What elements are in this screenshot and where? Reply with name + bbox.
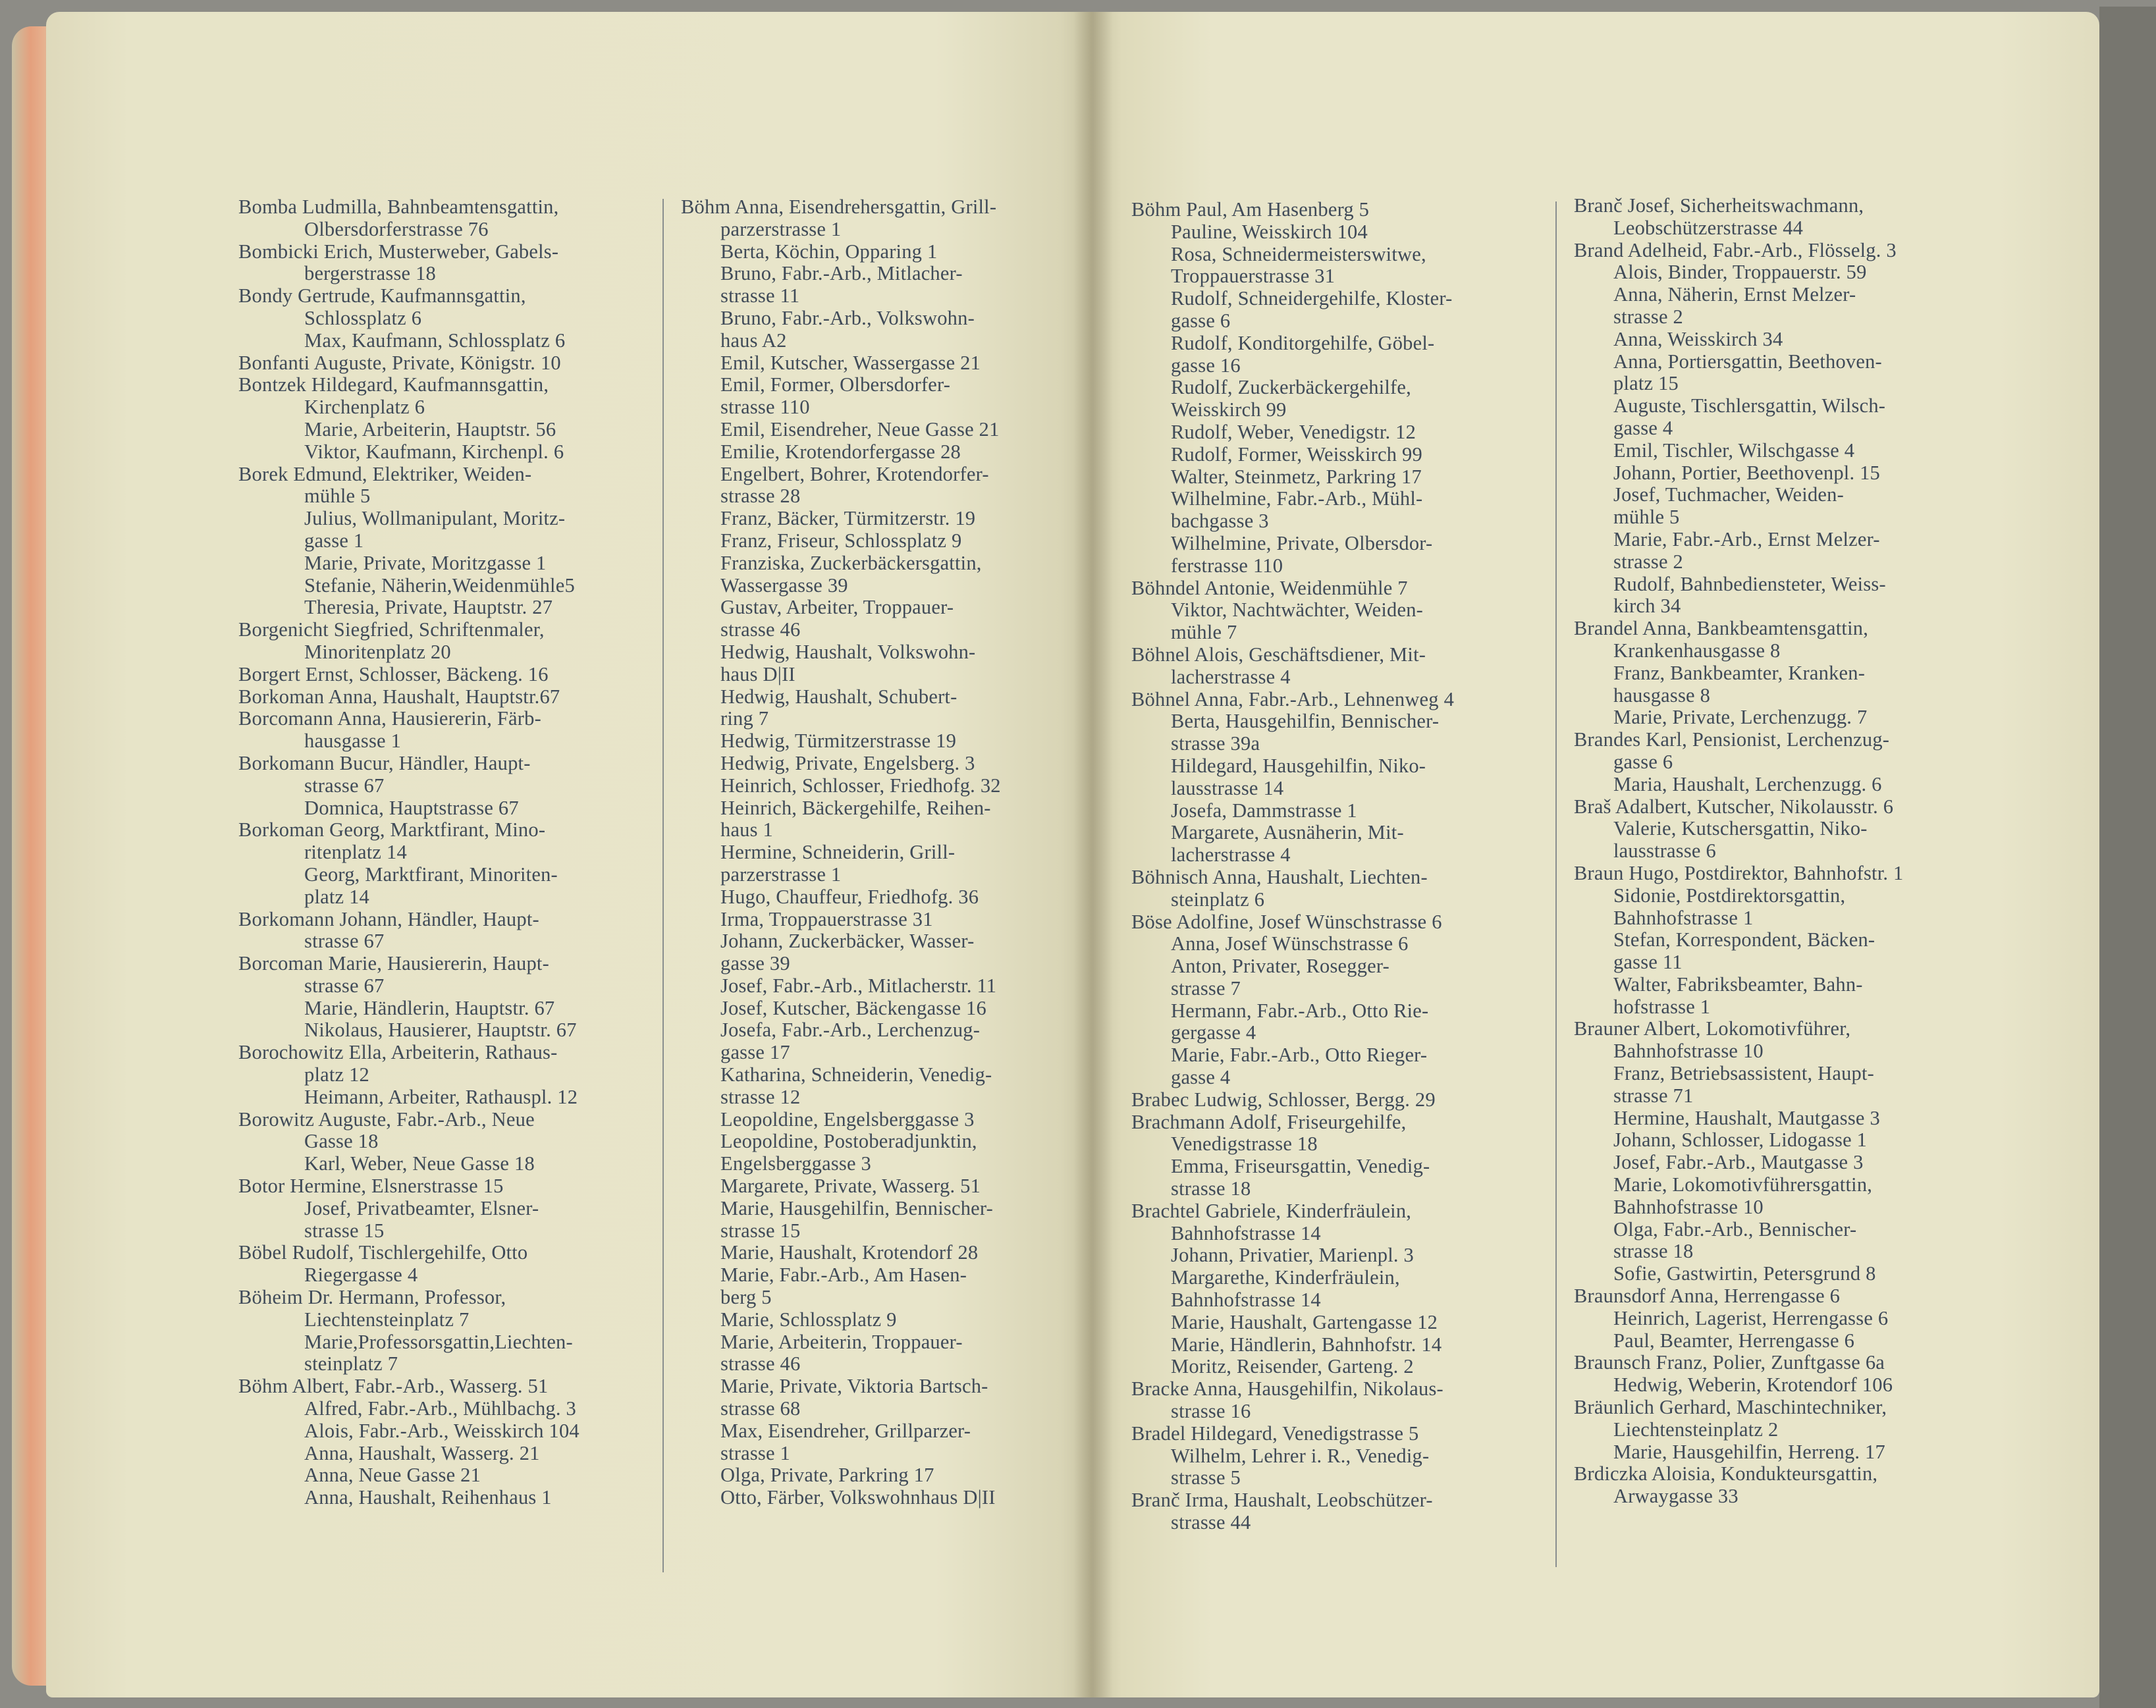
directory-entry-line: gasse 6 xyxy=(1171,309,1231,332)
directory-entry-line: Nikolaus, Hausierer, Hauptstr. 67 xyxy=(304,1019,577,1042)
directory-entry-line: Marie, Haushalt, Krotendorf 28 xyxy=(720,1242,979,1264)
directory-entry-head: Brand Adelheid, Fabr.-Arb., Flösselg. 3 xyxy=(1574,239,1897,261)
directory-entry-line: Bahnhofstrasse 14 xyxy=(1171,1289,1321,1312)
directory-entry-line: ring 7 xyxy=(720,708,769,730)
directory-entry-line: Liechtensteinplatz 2 xyxy=(1613,1418,1779,1441)
directory-entry-head: Braš Adalbert, Kutscher, Nikolausstr. 6 xyxy=(1574,795,1894,818)
directory-entry-head: Brachtel Gabriele, Kinderfräulein, xyxy=(1131,1200,1412,1222)
directory-entry-line: Hedwig, Weberin, Krotendorf 106 xyxy=(1613,1374,1893,1397)
directory-entry-line: strasse 2 xyxy=(1613,550,1683,573)
directory-entry-line: Josef, Fabr.-Arb., Mautgasse 3 xyxy=(1613,1152,1864,1174)
directory-entry-line: Alois, Binder, Troppauerstr. 59 xyxy=(1613,261,1867,284)
directory-entry-line: Emil, Eisendreher, Neue Gasse 21 xyxy=(720,418,1000,440)
directory-entry-line: haus 1 xyxy=(720,819,773,841)
directory-entry-head: Bomba Ludmilla, Bahnbeamtensgattin, xyxy=(238,196,559,218)
directory-entry-line: Bruno, Fabr.-Arb., Mitlacher- xyxy=(720,263,963,285)
directory-entry-line: Johann, Schlosser, Lidogasse 1 xyxy=(1613,1129,1868,1152)
directory-entry-line: Josef, Tuchmacher, Weiden- xyxy=(1613,484,1844,506)
directory-entry-line: strasse 16 xyxy=(1171,1401,1251,1423)
directory-entry-line: mühle 7 xyxy=(1171,622,1237,644)
background-edge xyxy=(2099,7,2156,1708)
directory-entry-line: strasse 110 xyxy=(720,396,810,419)
directory-entry-line: Marie, Arbeiterin, Hauptstr. 56 xyxy=(304,418,556,440)
directory-entry-line: gasse 39 xyxy=(720,953,790,975)
directory-entry-line: Troppauerstrasse 31 xyxy=(1171,265,1335,288)
directory-entry-line: Anna, Weisskirch 34 xyxy=(1613,328,1783,350)
directory-entry-line: strasse 71 xyxy=(1613,1084,1694,1107)
directory-entry-head: Bracke Anna, Hausgehilfin, Nikolaus- xyxy=(1131,1378,1443,1401)
directory-entry-line: Hermine, Haushalt, Mautgasse 3 xyxy=(1613,1107,1880,1129)
directory-entry-line: hausgasse 1 xyxy=(304,730,402,753)
directory-entry-head: Bombicki Erich, Musterweber, Gabels- xyxy=(238,240,559,263)
directory-entry-line: Rudolf, Weber, Venedigstr. 12 xyxy=(1171,421,1416,443)
directory-entry-line: berg 5 xyxy=(720,1287,772,1309)
directory-entry-head: Brandes Karl, Pensionist, Lerchenzug- xyxy=(1574,729,1890,751)
directory-entry-head: Brdiczka Aloisia, Kondukteursgattin, xyxy=(1574,1463,1878,1485)
directory-entry-line: Franz, Bankbeamter, Kranken- xyxy=(1613,662,1866,684)
directory-entry-line: Anna, Neue Gasse 21 xyxy=(304,1464,481,1487)
directory-entry-line: Maria, Haushalt, Lerchenzugg. 6 xyxy=(1613,773,1882,795)
directory-entry-line: Katharina, Schneiderin, Venedig- xyxy=(720,1064,992,1086)
directory-entry-line: hofstrasse 1 xyxy=(1613,996,1711,1018)
directory-entry-line: Leobschützerstrasse 44 xyxy=(1613,217,1804,239)
directory-column-1 xyxy=(238,196,653,1509)
directory-entry-line: Georg, Marktfirant, Minoriten- xyxy=(304,863,558,886)
directory-entry-line: Liechtensteinplatz 7 xyxy=(304,1308,470,1331)
directory-entry-line: Otto, Färber, Volkswohnhaus D|II xyxy=(720,1487,996,1509)
directory-entry-line: Rudolf, Konditorgehilfe, Göbel- xyxy=(1171,332,1435,354)
directory-entry-head: Borkomann Bucur, Händler, Haupt- xyxy=(238,752,531,774)
directory-entry-line: Marie, Hausgehilfin, Bennischer- xyxy=(720,1197,994,1219)
directory-entry-line: Bruno, Fabr.-Arb., Volkswohn- xyxy=(720,307,975,329)
directory-entry-line: Hermine, Schneiderin, Grill- xyxy=(720,841,956,864)
directory-entry-head: Brabec Ludwig, Schlosser, Bergg. 29 xyxy=(1131,1088,1436,1111)
directory-entry-line: Julius, Wollmanipulant, Moritz- xyxy=(304,508,566,530)
directory-entry-line: Theresia, Private, Hauptstr. 27 xyxy=(304,597,553,619)
directory-entry-line: ferstrasse 110 xyxy=(1171,554,1283,577)
directory-entry-line: Anna, Portiersgattin, Beethoven- xyxy=(1613,350,1882,373)
directory-entry-line: Sofie, Gastwirtin, Petersgrund 8 xyxy=(1613,1263,1876,1285)
directory-entry-head: Böhm Paul, Am Hasenberg 5 xyxy=(1131,199,1370,221)
directory-entry-line: Marie, Fabr.-Arb., Otto Rieger- xyxy=(1171,1044,1428,1067)
directory-entry-line: Alois, Fabr.-Arb., Weisskirch 104 xyxy=(304,1420,579,1442)
directory-entry-line: gasse 6 xyxy=(1613,751,1673,773)
directory-entry-line: kirch 34 xyxy=(1613,595,1681,618)
directory-entry-line: Stefanie, Näherin,Weidenmühle5 xyxy=(304,574,575,597)
directory-entry-line: strasse 44 xyxy=(1171,1512,1251,1534)
directory-entry-line: Max, Kaufmann, Schlossplatz 6 xyxy=(304,329,566,352)
directory-entry-line: Valerie, Kutschersgattin, Niko- xyxy=(1613,818,1868,840)
directory-entry-line: Franziska, Zuckerbäckersgattin, xyxy=(720,552,982,574)
directory-entry-line: lacherstrasse 4 xyxy=(1171,666,1291,688)
directory-entry-line: Emma, Friseursgattin, Venedig- xyxy=(1171,1156,1430,1178)
directory-entry-head: Bondy Gertrude, Kaufmannsgattin, xyxy=(238,285,526,307)
directory-entry-line: steinplatz 7 xyxy=(304,1353,398,1375)
directory-entry-line: Margarete, Private, Wasserg. 51 xyxy=(720,1175,981,1198)
directory-entry-line: Paul, Beamter, Herrengasse 6 xyxy=(1613,1329,1855,1352)
directory-entry-line: Berta, Hausgehilfin, Bennischer- xyxy=(1171,710,1440,733)
directory-entry-line: Viktor, Nachtwächter, Weiden- xyxy=(1171,599,1423,622)
directory-entry-line: hausgasse 8 xyxy=(1613,684,1711,707)
directory-entry-line: Viktor, Kaufmann, Kirchenpl. 6 xyxy=(304,440,564,463)
directory-entry-line: Marie,Professorsgattin,Liechten- xyxy=(304,1331,573,1353)
directory-entry-line: parzerstrasse 1 xyxy=(720,863,842,886)
directory-entry-line: gasse 16 xyxy=(1171,354,1241,377)
directory-entry-line: Johann, Privatier, Marienpl. 3 xyxy=(1171,1244,1415,1267)
directory-entry-line: Engelbert, Bohrer, Krotendorfer- xyxy=(720,463,989,485)
directory-entry-line: Alfred, Fabr.-Arb., Mühlbachg. 3 xyxy=(304,1398,576,1420)
directory-entry-head: Borkomann Johann, Händler, Haupt- xyxy=(238,908,539,930)
directory-entry-line: Olga, Fabr.-Arb., Bennischer- xyxy=(1613,1218,1857,1241)
directory-entry-line: Max, Eisendreher, Grillparzer- xyxy=(720,1420,971,1442)
directory-entry-line: Heinrich, Bäckergehilfe, Reihen- xyxy=(720,797,991,819)
directory-entry-line: Josefa, Dammstrasse 1 xyxy=(1171,799,1357,822)
directory-entry-line: steinplatz 6 xyxy=(1171,888,1265,911)
directory-entry-line: mühle 5 xyxy=(1613,506,1680,529)
directory-entry-line: Rudolf, Former, Weisskirch 99 xyxy=(1171,443,1422,466)
directory-entry-line: strasse 15 xyxy=(720,1219,801,1242)
directory-entry-head: Böhm Anna, Eisendrehersgattin, Grill- xyxy=(681,196,997,218)
directory-entry-head: Brandel Anna, Bankbeamtensgattin, xyxy=(1574,618,1869,640)
directory-entry-line: Heimann, Arbeiter, Rathauspl. 12 xyxy=(304,1086,578,1108)
directory-entry-head: Bradel Hildegard, Venedigstrasse 5 xyxy=(1131,1422,1419,1445)
directory-entry-head: Borowitz Auguste, Fabr.-Arb., Neue xyxy=(238,1108,535,1131)
column-divider-left xyxy=(662,199,664,1572)
directory-entry-line: Sidonie, Postdirektorsgattin, xyxy=(1613,884,1846,907)
directory-entry-line: Arwaygasse 33 xyxy=(1613,1485,1738,1508)
directory-entry-line: strasse 67 xyxy=(304,930,385,953)
directory-entry-line: strasse 46 xyxy=(720,619,801,641)
directory-entry-line: Walter, Steinmetz, Parkring 17 xyxy=(1171,466,1422,488)
directory-entry-line: Hedwig, Haushalt, Volkswohn- xyxy=(720,641,976,663)
directory-entry-line: Auguste, Tischlersgattin, Wilsch- xyxy=(1613,395,1886,417)
directory-entry-line: Olbersdorferstrasse 76 xyxy=(304,218,489,240)
directory-entry-head: Borgert Ernst, Schlosser, Bäckeng. 16 xyxy=(238,663,549,685)
directory-entry-line: Kirchenplatz 6 xyxy=(304,396,425,419)
directory-entry-line: Franz, Friseur, Schlossplatz 9 xyxy=(720,529,962,552)
directory-entry-line: Margarete, Ausnäherin, Mit- xyxy=(1171,822,1404,844)
directory-entry-line: strasse 67 xyxy=(304,774,385,797)
directory-entry-line: strasse 12 xyxy=(720,1086,801,1108)
directory-entry-head: Bontzek Hildegard, Kaufmannsgattin, xyxy=(238,374,549,396)
directory-entry-line: Wilhelmine, Private, Olbersdor- xyxy=(1171,532,1433,554)
directory-entry-head: Böhndel Antonie, Weidenmühle 7 xyxy=(1131,577,1408,599)
directory-entry-head: Branč Josef, Sicherheitswachmann, xyxy=(1574,195,1864,217)
directory-column-2 xyxy=(681,196,1097,1509)
directory-column-4 xyxy=(1574,195,2008,1508)
directory-entry-line: Pauline, Weisskirch 104 xyxy=(1171,221,1368,243)
directory-entry-head: Böse Adolfine, Josef Wünschstrasse 6 xyxy=(1131,911,1442,933)
directory-entry-head: Borkoman Georg, Marktfirant, Mino- xyxy=(238,819,546,841)
directory-entry-line: Anna, Haushalt, Reihenhaus 1 xyxy=(304,1487,552,1509)
directory-entry-head: Braunsdorf Anna, Herrengasse 6 xyxy=(1574,1285,1841,1308)
directory-entry-line: Marie, Private, Viktoria Bartsch- xyxy=(720,1375,988,1398)
directory-entry-head: Böbel Rudolf, Tischlergehilfe, Otto xyxy=(238,1242,528,1264)
directory-entry-line: Margarethe, Kinderfräulein, xyxy=(1171,1267,1400,1289)
directory-entry-line: gasse 4 xyxy=(1171,1067,1231,1089)
directory-entry-line: Venedigstrasse 18 xyxy=(1171,1133,1318,1156)
directory-entry-head: Branč Irma, Haushalt, Leobschützer- xyxy=(1131,1489,1433,1512)
directory-entry-line: strasse 39a xyxy=(1171,733,1260,755)
directory-entry-line: Hedwig, Private, Engelsberg. 3 xyxy=(720,752,975,774)
directory-entry-line: gasse 4 xyxy=(1613,417,1673,439)
directory-entry-line: Bahnhofstrasse 1 xyxy=(1613,907,1754,929)
directory-entry-line: Hermann, Fabr.-Arb., Otto Rie- xyxy=(1171,1000,1429,1022)
directory-entry-line: Domnica, Hauptstrasse 67 xyxy=(304,797,519,819)
directory-entry-line: Johann, Zuckerbäcker, Wasser- xyxy=(720,930,975,953)
directory-entry-head: Böhnisch Anna, Haushalt, Liechten- xyxy=(1131,866,1428,888)
directory-entry-line: lausstrasse 6 xyxy=(1613,840,1716,863)
directory-entry-head: Borek Edmund, Elektriker, Weiden- xyxy=(238,463,532,485)
directory-entry-line: Marie, Private, Moritzgasse 1 xyxy=(304,552,547,574)
directory-entry-line: Marie, Hausgehilfin, Herreng. 17 xyxy=(1613,1441,1885,1463)
directory-entry-line: strasse 28 xyxy=(720,485,801,508)
directory-entry-line: Moritz, Reisender, Garteng. 2 xyxy=(1171,1356,1414,1378)
directory-entry-line: Josef, Kutscher, Bäckengasse 16 xyxy=(720,997,986,1019)
directory-entry-line: strasse 15 xyxy=(304,1219,385,1242)
directory-entry-line: Berta, Köchin, Opparing 1 xyxy=(720,240,938,263)
directory-entry-line: strasse 11 xyxy=(720,285,800,307)
directory-entry-line: Hugo, Chauffeur, Friedhofg. 36 xyxy=(720,886,979,908)
directory-entry-line: Anton, Privater, Rosegger- xyxy=(1171,955,1390,978)
directory-entry-line: Anna, Näherin, Ernst Melzer- xyxy=(1613,284,1856,306)
directory-entry-line: lacherstrasse 4 xyxy=(1171,844,1291,867)
directory-entry-line: Schlossplatz 6 xyxy=(304,307,422,329)
directory-entry-line: Heinrich, Lagerist, Herrengasse 6 xyxy=(1613,1307,1889,1329)
directory-entry-line: strasse 1 xyxy=(720,1442,790,1464)
directory-entry-line: Walter, Fabriksbeamter, Bahn- xyxy=(1613,973,1863,996)
directory-entry-line: Emilie, Krotendorfergasse 28 xyxy=(720,440,961,463)
directory-entry-line: Marie, Händlerin, Hauptstr. 67 xyxy=(304,997,555,1019)
directory-entry-head: Borochowitz Ella, Arbeiterin, Rathaus- xyxy=(238,1042,558,1064)
directory-entry-line: Heinrich, Schlosser, Friedhofg. 32 xyxy=(720,774,1001,797)
directory-entry-head: Böheim Dr. Hermann, Professor, xyxy=(238,1287,506,1309)
directory-entry-line: Marie, Arbeiterin, Troppauer- xyxy=(720,1331,963,1353)
directory-entry-line: Wilhelm, Lehrer i. R., Venedig- xyxy=(1171,1445,1430,1467)
directory-entry-line: platz 15 xyxy=(1613,373,1679,395)
directory-entry-line: Marie, Lokomotivführersgattin, xyxy=(1613,1174,1873,1196)
directory-entry-line: Anna, Josef Wünschstrasse 6 xyxy=(1171,933,1409,955)
directory-entry-line: platz 12 xyxy=(304,1064,369,1086)
directory-entry-head: Borcoman Marie, Hausiererin, Haupt- xyxy=(238,953,549,975)
directory-entry-line: strasse 2 xyxy=(1613,306,1683,328)
directory-entry-line: Hildegard, Hausgehilfin, Niko- xyxy=(1171,755,1426,777)
directory-entry-head: Bonfanti Auguste, Private, Königstr. 10 xyxy=(238,352,561,374)
directory-entry-line: Josef, Fabr.-Arb., Mitlacherstr. 11 xyxy=(720,974,997,997)
directory-column-3 xyxy=(1131,199,1553,1534)
directory-entry-line: strasse 18 xyxy=(1171,1178,1251,1200)
directory-entry-line: Olga, Private, Parkring 17 xyxy=(720,1464,934,1487)
directory-entry-line: Leopoldine, Engelsberggasse 3 xyxy=(720,1108,975,1131)
directory-entry-line: platz 14 xyxy=(304,886,369,908)
directory-entry-line: strasse 7 xyxy=(1171,977,1241,1000)
directory-entry-line: Johann, Portier, Beethovenpl. 15 xyxy=(1613,462,1880,484)
directory-entry-head: Botor Hermine, Elsnerstrasse 15 xyxy=(238,1175,504,1198)
directory-entry-line: haus A2 xyxy=(720,329,787,352)
directory-entry-line: Weisskirch 99 xyxy=(1171,399,1287,421)
directory-entry-head: Böhnel Anna, Fabr.-Arb., Lehnenweg 4 xyxy=(1131,688,1455,710)
directory-entry-line: Bahnhofstrasse 10 xyxy=(1613,1040,1764,1063)
directory-entry-line: Leopoldine, Postoberadjunktin, xyxy=(720,1131,977,1153)
directory-entry-line: Marie, Haushalt, Gartengasse 12 xyxy=(1171,1311,1438,1333)
directory-entry-line: Marie, Schlossplatz 9 xyxy=(720,1308,897,1331)
directory-entry-line: Stefan, Korrespondent, Bäcken- xyxy=(1613,929,1875,951)
directory-entry-line: bachgasse 3 xyxy=(1171,510,1269,533)
directory-entry-line: Emil, Former, Olbersdorfer- xyxy=(720,374,951,396)
directory-entry-line: Gustav, Arbeiter, Troppauer- xyxy=(720,597,954,619)
directory-entry-line: Minoritenplatz 20 xyxy=(304,641,451,663)
directory-entry-head: Borgenicht Siegfried, Schriftenmaler, xyxy=(238,619,545,641)
directory-entry-line: Marie, Händlerin, Bahnhofstr. 14 xyxy=(1171,1333,1442,1356)
directory-entry-line: Gasse 18 xyxy=(304,1131,379,1153)
directory-entry-line: haus D|II xyxy=(720,663,795,685)
directory-entry-line: Rudolf, Bahnbediensteter, Weiss- xyxy=(1613,573,1886,595)
directory-entry-line: gasse 17 xyxy=(720,1042,790,1064)
directory-entry-line: Krankenhausgasse 8 xyxy=(1613,639,1781,662)
directory-entry-line: Marie, Fabr.-Arb., Ernst Melzer- xyxy=(1613,528,1880,550)
directory-entry-line: Rosa, Schneidermeisterswitwe, xyxy=(1171,243,1426,265)
directory-entry-line: strasse 5 xyxy=(1171,1467,1241,1489)
directory-entry-head: Bräunlich Gerhard, Maschintechniker, xyxy=(1574,1397,1887,1419)
column-divider-right xyxy=(1555,201,1557,1567)
directory-entry-line: lausstrasse 14 xyxy=(1171,777,1284,799)
directory-entry-line: gergasse 4 xyxy=(1171,1022,1256,1044)
directory-entry-line: Rudolf, Schneidergehilfe, Kloster- xyxy=(1171,288,1453,310)
directory-entry-line: Wilhelmine, Fabr.-Arb., Mühl- xyxy=(1171,488,1423,510)
directory-entry-line: Rudolf, Zuckerbäckergehilfe, xyxy=(1171,377,1411,399)
directory-entry-line: Franz, Betriebsassistent, Haupt- xyxy=(1613,1063,1875,1085)
directory-entry-line: ritenplatz 14 xyxy=(304,841,407,864)
directory-entry-line: Emil, Kutscher, Wassergasse 21 xyxy=(720,352,981,374)
directory-entry-head: Brachmann Adolf, Friseurgehilfe, xyxy=(1131,1111,1407,1133)
directory-entry-line: parzerstrasse 1 xyxy=(720,218,842,240)
directory-entry-head: Böhnel Alois, Geschäftsdiener, Mit- xyxy=(1131,643,1426,666)
directory-entry-line: Hedwig, Haushalt, Schubert- xyxy=(720,685,957,708)
directory-entry-line: Josefa, Fabr.-Arb., Lerchenzug- xyxy=(720,1019,981,1042)
directory-entry-line: Josef, Privatbeamter, Elsner- xyxy=(304,1197,539,1219)
directory-entry-line: Riegergasse 4 xyxy=(304,1264,418,1287)
directory-entry-line: Karl, Weber, Neue Gasse 18 xyxy=(304,1153,535,1175)
directory-entry-line: strasse 67 xyxy=(304,974,385,997)
directory-entry-line: strasse 46 xyxy=(720,1353,801,1375)
directory-entry-head: Böhm Albert, Fabr.-Arb., Wasserg. 51 xyxy=(238,1375,549,1398)
directory-entry-line: Emil, Tischler, Wilschgasse 4 xyxy=(1613,439,1855,462)
directory-entry-line: Marie, Fabr.-Arb., Am Hasen- xyxy=(720,1264,967,1287)
directory-entry-line: mühle 5 xyxy=(304,485,371,508)
directory-entry-line: Bahnhofstrasse 14 xyxy=(1171,1222,1321,1244)
directory-entry-line: gasse 11 xyxy=(1613,951,1683,974)
directory-entry-line: bergerstrasse 18 xyxy=(304,263,436,285)
directory-entry-head: Borcomann Anna, Hausiererin, Färb- xyxy=(238,708,541,730)
directory-entry-line: Irma, Troppauerstrasse 31 xyxy=(720,908,933,930)
directory-entry-line: Anna, Haushalt, Wasserg. 21 xyxy=(304,1442,540,1464)
directory-entry-head: Braunsch Franz, Polier, Zunftgasse 6a xyxy=(1574,1352,1885,1374)
directory-entry-line: Franz, Bäcker, Türmitzerstr. 19 xyxy=(720,508,976,530)
directory-entry-line: Marie, Private, Lerchenzugg. 7 xyxy=(1613,707,1868,729)
directory-entry-line: Wassergasse 39 xyxy=(720,574,848,597)
directory-entry-head: Braun Hugo, Postdirektor, Bahnhofstr. 1 xyxy=(1574,862,1904,884)
directory-entry-head: Borkoman Anna, Haushalt, Hauptstr.67 xyxy=(238,685,560,708)
directory-entry-line: strasse 68 xyxy=(720,1398,801,1420)
directory-entry-line: Engelsberggasse 3 xyxy=(720,1153,871,1175)
directory-entry-line: Hedwig, Türmitzerstrasse 19 xyxy=(720,730,957,753)
directory-entry-line: strasse 18 xyxy=(1613,1241,1694,1263)
directory-entry-line: gasse 1 xyxy=(304,529,364,552)
directory-entry-line: Bahnhofstrasse 10 xyxy=(1613,1196,1764,1218)
directory-entry-head: Brauner Albert, Lokomotivführer, xyxy=(1574,1018,1851,1040)
